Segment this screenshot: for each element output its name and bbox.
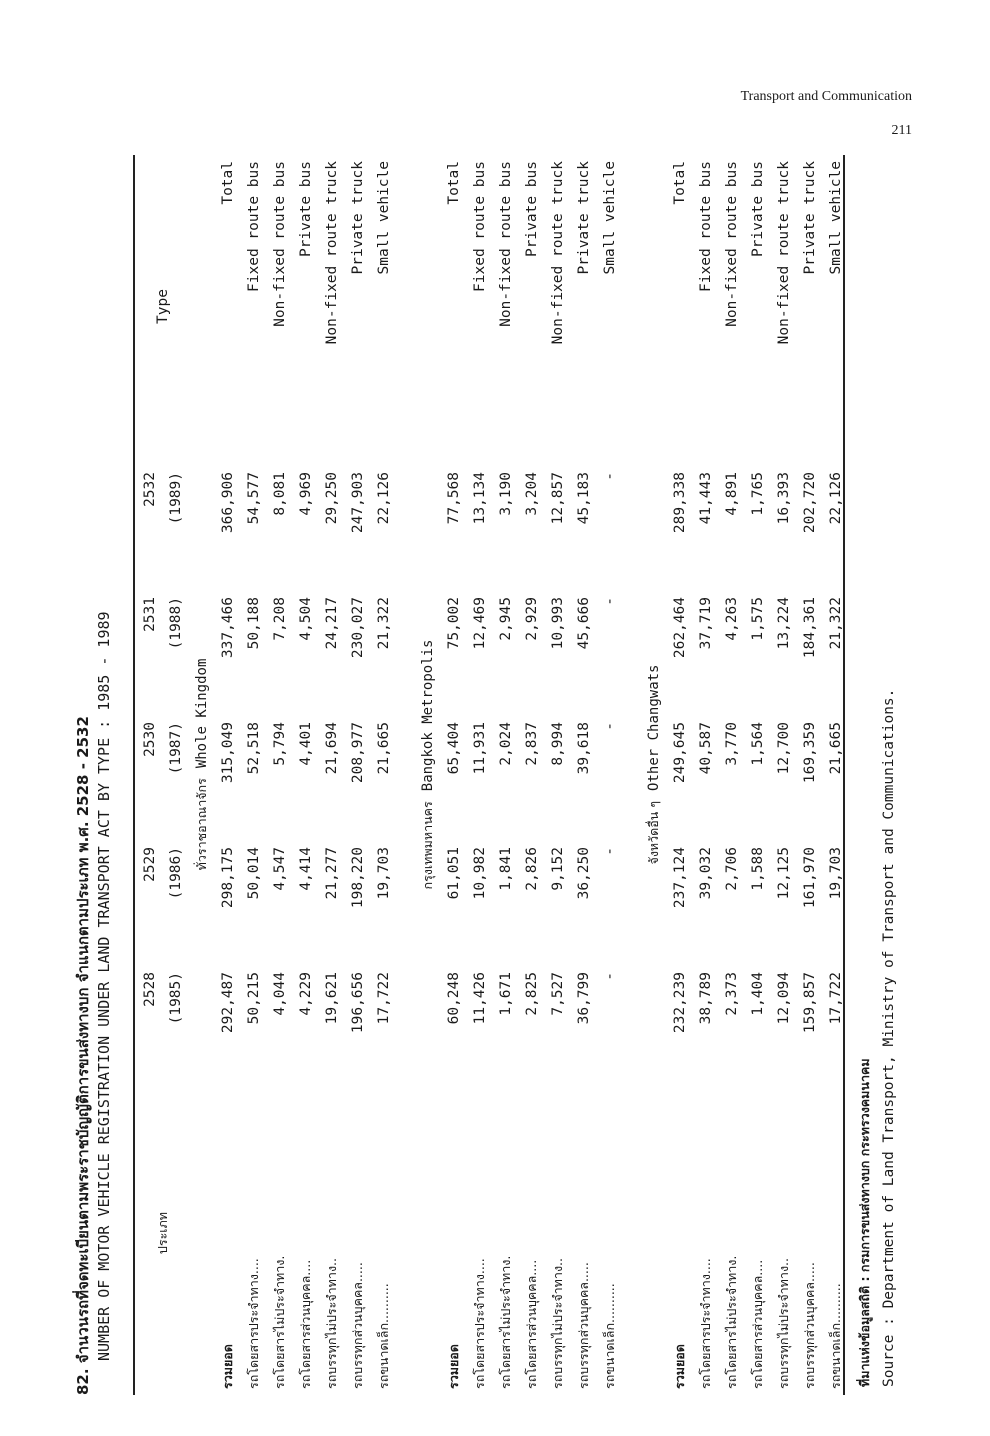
row-value: 289,338 bbox=[672, 472, 688, 534]
row-label-thai: รถโดยสารประจำทาง.... bbox=[472, 1258, 487, 1389]
section-gap bbox=[397, 155, 415, 1395]
row-value: 315,049 bbox=[220, 722, 236, 784]
header-year-ce: (1988) bbox=[168, 597, 184, 650]
table-row bbox=[667, 155, 693, 1395]
row-value: - bbox=[602, 597, 618, 606]
row-label-thai: รถโดยสารไม่ประจำทาง. bbox=[272, 1255, 287, 1389]
row-value: 24,217 bbox=[324, 597, 340, 650]
row-value: 10,982 bbox=[472, 847, 488, 900]
row-value: 16,393 bbox=[776, 472, 792, 525]
row-label-thai: รถขนาดเล็ก.......... bbox=[828, 1283, 843, 1389]
table-row bbox=[215, 155, 241, 1395]
row-value: 77,568 bbox=[446, 472, 462, 525]
row-value: 13,134 bbox=[472, 472, 488, 525]
rotated-table-block bbox=[57, 155, 917, 1395]
row-value: 196,656 bbox=[350, 972, 366, 1034]
source-thai: ที่มาแห่งข้อมูลสถิติ : กรมการขนส่งทางบก กระทรวงคมนาคม bbox=[857, 1058, 872, 1387]
row-label-thai: รถขนาดเล็ก.......... bbox=[376, 1283, 391, 1389]
registration-table bbox=[137, 155, 849, 1395]
source-note bbox=[853, 689, 901, 1387]
row-value: 4,401 bbox=[298, 722, 314, 766]
row-value: 12,469 bbox=[472, 597, 488, 650]
row-value: 7,208 bbox=[272, 597, 288, 641]
row-value: 2,826 bbox=[524, 847, 540, 891]
table-row bbox=[797, 155, 823, 1395]
row-value: 247,903 bbox=[350, 472, 366, 534]
row-label-thai: รถโดยสารส่วนบุคคล.... bbox=[298, 1259, 313, 1389]
row-value: 202,720 bbox=[802, 472, 818, 534]
row-label-thai: รวมยอด bbox=[220, 1344, 235, 1389]
row-value: - bbox=[602, 972, 618, 981]
table-row bbox=[293, 155, 319, 1395]
row-value: 3,770 bbox=[724, 722, 740, 766]
row-value: 12,125 bbox=[776, 847, 792, 900]
row-label-english: Small vehicle bbox=[602, 161, 618, 275]
row-label-english: Non-fixed route truck bbox=[550, 161, 566, 345]
row-value: 21,322 bbox=[376, 597, 392, 650]
row-value: 4,891 bbox=[724, 472, 740, 516]
table-row bbox=[597, 155, 623, 1395]
row-label-thai: รวมยอด bbox=[672, 1344, 687, 1389]
row-value: 4,414 bbox=[298, 847, 314, 891]
row-value: 65,404 bbox=[446, 722, 462, 775]
header-type-thai: ประเภท bbox=[155, 1211, 170, 1255]
row-value: 198,220 bbox=[350, 847, 366, 909]
row-label-thai: รถบรรทุกไม่ประจำทาง.. bbox=[550, 1258, 565, 1389]
section-label-spacer bbox=[641, 1077, 667, 1395]
row-value: 262,464 bbox=[672, 597, 688, 659]
row-value: 39,618 bbox=[576, 722, 592, 775]
row-value: 1,588 bbox=[750, 847, 766, 891]
row-value: 21,665 bbox=[828, 722, 844, 775]
row-value: 21,322 bbox=[828, 597, 844, 650]
section-label-row bbox=[641, 155, 667, 1395]
page-number: 211 bbox=[891, 122, 912, 138]
section-label-thai: กรุงเทพมหานคร bbox=[420, 801, 435, 890]
row-value: 366,906 bbox=[220, 472, 236, 534]
row-label-english: Non-fixed route bus bbox=[498, 161, 514, 327]
table-row bbox=[319, 155, 345, 1395]
row-label-english: Private truck bbox=[802, 161, 818, 275]
row-value: 22,126 bbox=[828, 472, 844, 525]
row-value: 1,671 bbox=[498, 972, 514, 1016]
row-value: 13,224 bbox=[776, 597, 792, 650]
row-value: 11,426 bbox=[472, 972, 488, 1025]
table-row bbox=[371, 155, 397, 1395]
row-label-thai: รถขนาดเล็ก.......... bbox=[602, 1283, 617, 1389]
row-value: 2,373 bbox=[724, 972, 740, 1016]
section-gap-cell bbox=[397, 155, 415, 1395]
table-row bbox=[719, 155, 745, 1395]
section-label-english: Other Changwats bbox=[646, 664, 662, 791]
row-label-thai: รถโดยสารไม่ประจำทาง. bbox=[724, 1255, 739, 1389]
table-row bbox=[823, 155, 849, 1395]
top-rule bbox=[133, 155, 135, 1395]
row-label-english: Non-fixed route bus bbox=[272, 161, 288, 327]
row-value: - bbox=[602, 847, 618, 856]
row-value: 12,857 bbox=[550, 472, 566, 525]
section-label-thai: ทั่วราชอาณาจักร bbox=[194, 778, 209, 871]
row-label-english: Private bus bbox=[298, 161, 314, 258]
row-value: 75,002 bbox=[446, 597, 462, 650]
row-label-english: Total bbox=[220, 161, 236, 205]
row-value: 2,945 bbox=[498, 597, 514, 641]
row-label-english: Fixed route bus bbox=[246, 161, 262, 292]
row-label-thai: รถโดยสารประจำทาง.... bbox=[698, 1258, 713, 1389]
row-value: 37,719 bbox=[698, 597, 714, 650]
table-row bbox=[745, 155, 771, 1395]
row-value: 4,504 bbox=[298, 597, 314, 641]
row-value: 12,094 bbox=[776, 972, 792, 1025]
row-value: 50,215 bbox=[246, 972, 262, 1025]
running-head-title: Transport and Communication bbox=[740, 89, 912, 104]
row-label-thai: รถโดยสารประจำทาง.... bbox=[246, 1258, 261, 1389]
row-value: 29,250 bbox=[324, 472, 340, 525]
row-label-english: Total bbox=[672, 161, 688, 205]
row-label-english: Non-fixed route truck bbox=[776, 161, 792, 345]
row-value: 7,527 bbox=[550, 972, 566, 1016]
row-value: 52,518 bbox=[246, 722, 262, 775]
row-label-thai: รถบรรทุกไม่ประจำทาง.. bbox=[324, 1258, 339, 1389]
section-label bbox=[189, 452, 215, 1077]
row-value: 230,027 bbox=[350, 597, 366, 659]
header-year-ce: (1986) bbox=[168, 847, 184, 900]
row-value: 50,014 bbox=[246, 847, 262, 900]
table-body bbox=[137, 155, 849, 1395]
row-value: 298,175 bbox=[220, 847, 236, 909]
row-value: 5,794 bbox=[272, 722, 288, 766]
source-english: Source : Department of Land Transport, Ministry of Transport and Communications. bbox=[881, 688, 897, 1387]
row-value: 249,645 bbox=[672, 722, 688, 784]
table-title-thai-text: จำนวนรถที่จดทะเบียนตามพระราชบัญญัติการขนส่งทางบก จำแนกตามประเภท พ.ศ. 2528 - 2532 bbox=[74, 716, 92, 1364]
row-value: 4,229 bbox=[298, 972, 314, 1016]
row-label-english: Non-fixed route bus bbox=[724, 161, 740, 327]
row-value: 237,124 bbox=[672, 847, 688, 909]
row-value: 4,263 bbox=[724, 597, 740, 641]
table-row bbox=[345, 155, 371, 1395]
row-value: 184,361 bbox=[802, 597, 818, 659]
row-value: - bbox=[602, 722, 618, 731]
section-label-spacer bbox=[189, 155, 215, 452]
table-title-english: NUMBER OF MOTOR VEHICLE REGISTRATION UNDER LAND TRANSPORT ACT BY TYPE : 1985 - 1989 bbox=[95, 611, 113, 1361]
row-label-english: Fixed route bus bbox=[472, 161, 488, 292]
row-value: 1,404 bbox=[750, 972, 766, 1016]
row-value: - bbox=[602, 472, 618, 481]
row-label-english: Non-fixed route truck bbox=[324, 161, 340, 345]
row-value: 11,931 bbox=[472, 722, 488, 775]
row-value: 21,665 bbox=[376, 722, 392, 775]
table-row bbox=[771, 155, 797, 1395]
header-year-be: 2529 bbox=[142, 847, 158, 882]
section-label-row bbox=[415, 155, 441, 1395]
row-label-thai: รถบรรทุกส่วนบุคคล..... bbox=[350, 1262, 365, 1389]
row-value: 10,993 bbox=[550, 597, 566, 650]
bottom-rule bbox=[843, 155, 845, 1395]
row-value: 45,666 bbox=[576, 597, 592, 650]
row-label-thai: รถโดยสารไม่ประจำทาง. bbox=[498, 1255, 513, 1389]
row-value: 3,190 bbox=[498, 472, 514, 516]
row-value: 21,277 bbox=[324, 847, 340, 900]
row-value: 50,188 bbox=[246, 597, 262, 650]
row-value: 1,841 bbox=[498, 847, 514, 891]
header-year-ce: (1985) bbox=[168, 972, 184, 1025]
row-value: 292,487 bbox=[220, 972, 236, 1034]
running-head bbox=[741, 88, 912, 139]
row-value: 337,466 bbox=[220, 597, 236, 659]
row-value: 2,837 bbox=[524, 722, 540, 766]
section-label-spacer bbox=[415, 1077, 441, 1395]
row-value: 60,248 bbox=[446, 972, 462, 1025]
table-row bbox=[441, 155, 467, 1395]
row-value: 208,977 bbox=[350, 722, 366, 784]
row-value: 3,204 bbox=[524, 472, 540, 516]
header-year-ce: (1987) bbox=[168, 722, 184, 775]
row-value: 4,547 bbox=[272, 847, 288, 891]
table-row bbox=[571, 155, 597, 1395]
row-value: 41,443 bbox=[698, 472, 714, 525]
row-label-english: Private truck bbox=[576, 161, 592, 275]
table-row bbox=[545, 155, 571, 1395]
row-value: 19,703 bbox=[376, 847, 392, 900]
row-label-english: Private bus bbox=[750, 161, 766, 258]
row-value: 2,825 bbox=[524, 972, 540, 1016]
row-label-thai: รถบรรทุกส่วนบุคคล..... bbox=[576, 1262, 591, 1389]
row-value: 232,239 bbox=[672, 972, 688, 1034]
table-row bbox=[241, 155, 267, 1395]
header-year-be: 2531 bbox=[142, 597, 158, 632]
section-label-spacer bbox=[415, 155, 441, 452]
row-label-thai: รถบรรทุกส่วนบุคคล..... bbox=[802, 1262, 817, 1389]
row-value: 38,789 bbox=[698, 972, 714, 1025]
row-value: 19,703 bbox=[828, 847, 844, 900]
section-label-thai: จังหวัดอื่น ๆ bbox=[646, 800, 661, 865]
table-row bbox=[693, 155, 719, 1395]
section-label bbox=[415, 452, 441, 1077]
row-value: 1,575 bbox=[750, 597, 766, 641]
row-value: 22,126 bbox=[376, 472, 392, 525]
table-row bbox=[467, 155, 493, 1395]
row-label-english: Private truck bbox=[350, 161, 366, 275]
row-label-english: Fixed route bus bbox=[698, 161, 714, 292]
row-value: 21,694 bbox=[324, 722, 340, 775]
row-value: 61,051 bbox=[446, 847, 462, 900]
row-value: 45,183 bbox=[576, 472, 592, 525]
section-label-spacer bbox=[641, 155, 667, 452]
section-label-spacer bbox=[189, 1077, 215, 1395]
row-value: 12,700 bbox=[776, 722, 792, 775]
table-row bbox=[493, 155, 519, 1395]
row-value: 2,024 bbox=[498, 722, 514, 766]
row-label-thai: รถโดยสารส่วนบุคคล.... bbox=[524, 1259, 539, 1389]
row-value: 19,621 bbox=[324, 972, 340, 1025]
section-label-english: Bangkok Metropolis bbox=[420, 639, 436, 792]
header-year-be: 2530 bbox=[142, 722, 158, 757]
row-value: 9,152 bbox=[550, 847, 566, 891]
header-year-be: 2532 bbox=[142, 472, 158, 507]
row-value: 36,250 bbox=[576, 847, 592, 900]
table-row bbox=[519, 155, 545, 1395]
row-label-english: Total bbox=[446, 161, 462, 205]
row-value: 159,857 bbox=[802, 972, 818, 1034]
row-value: 39,032 bbox=[698, 847, 714, 900]
header-year-ce: (1989) bbox=[168, 472, 184, 525]
row-value: 161,970 bbox=[802, 847, 818, 909]
row-label-thai: รวมยอด bbox=[446, 1344, 461, 1389]
section-label-row bbox=[189, 155, 215, 1395]
row-value: 40,587 bbox=[698, 722, 714, 775]
row-value: 1,765 bbox=[750, 472, 766, 516]
row-value: 8,994 bbox=[550, 722, 566, 766]
row-value: 54,577 bbox=[246, 472, 262, 525]
row-value: 8,081 bbox=[272, 472, 288, 516]
row-value: 17,722 bbox=[376, 972, 392, 1025]
row-label-english: Small vehicle bbox=[828, 161, 844, 275]
row-value: 2,929 bbox=[524, 597, 540, 641]
table-title-thai bbox=[71, 716, 95, 1395]
table-row bbox=[267, 155, 293, 1395]
row-value: 36,799 bbox=[576, 972, 592, 1025]
section-gap-cell bbox=[623, 155, 641, 1395]
row-value: 4,044 bbox=[272, 972, 288, 1016]
row-value: 1,564 bbox=[750, 722, 766, 766]
row-label-english: Small vehicle bbox=[376, 161, 392, 275]
section-label-english: Whole Kingdom bbox=[194, 658, 210, 769]
header-row-years bbox=[137, 155, 163, 1395]
row-label-thai: รถโดยสารส่วนบุคคล.... bbox=[750, 1259, 765, 1389]
header-year-be: 2528 bbox=[142, 972, 158, 1007]
row-value: 17,722 bbox=[828, 972, 844, 1025]
section-gap bbox=[623, 155, 641, 1395]
row-value: 169,359 bbox=[802, 722, 818, 784]
table-number: 82. bbox=[74, 1368, 92, 1395]
row-value: 2,706 bbox=[724, 847, 740, 891]
row-value: 4,969 bbox=[298, 472, 314, 516]
row-label-english: Private bus bbox=[524, 161, 540, 258]
row-label-thai: รถบรรทุกไม่ประจำทาง.. bbox=[776, 1258, 791, 1389]
header-type-english: Type bbox=[155, 289, 171, 324]
section-label bbox=[641, 452, 667, 1077]
